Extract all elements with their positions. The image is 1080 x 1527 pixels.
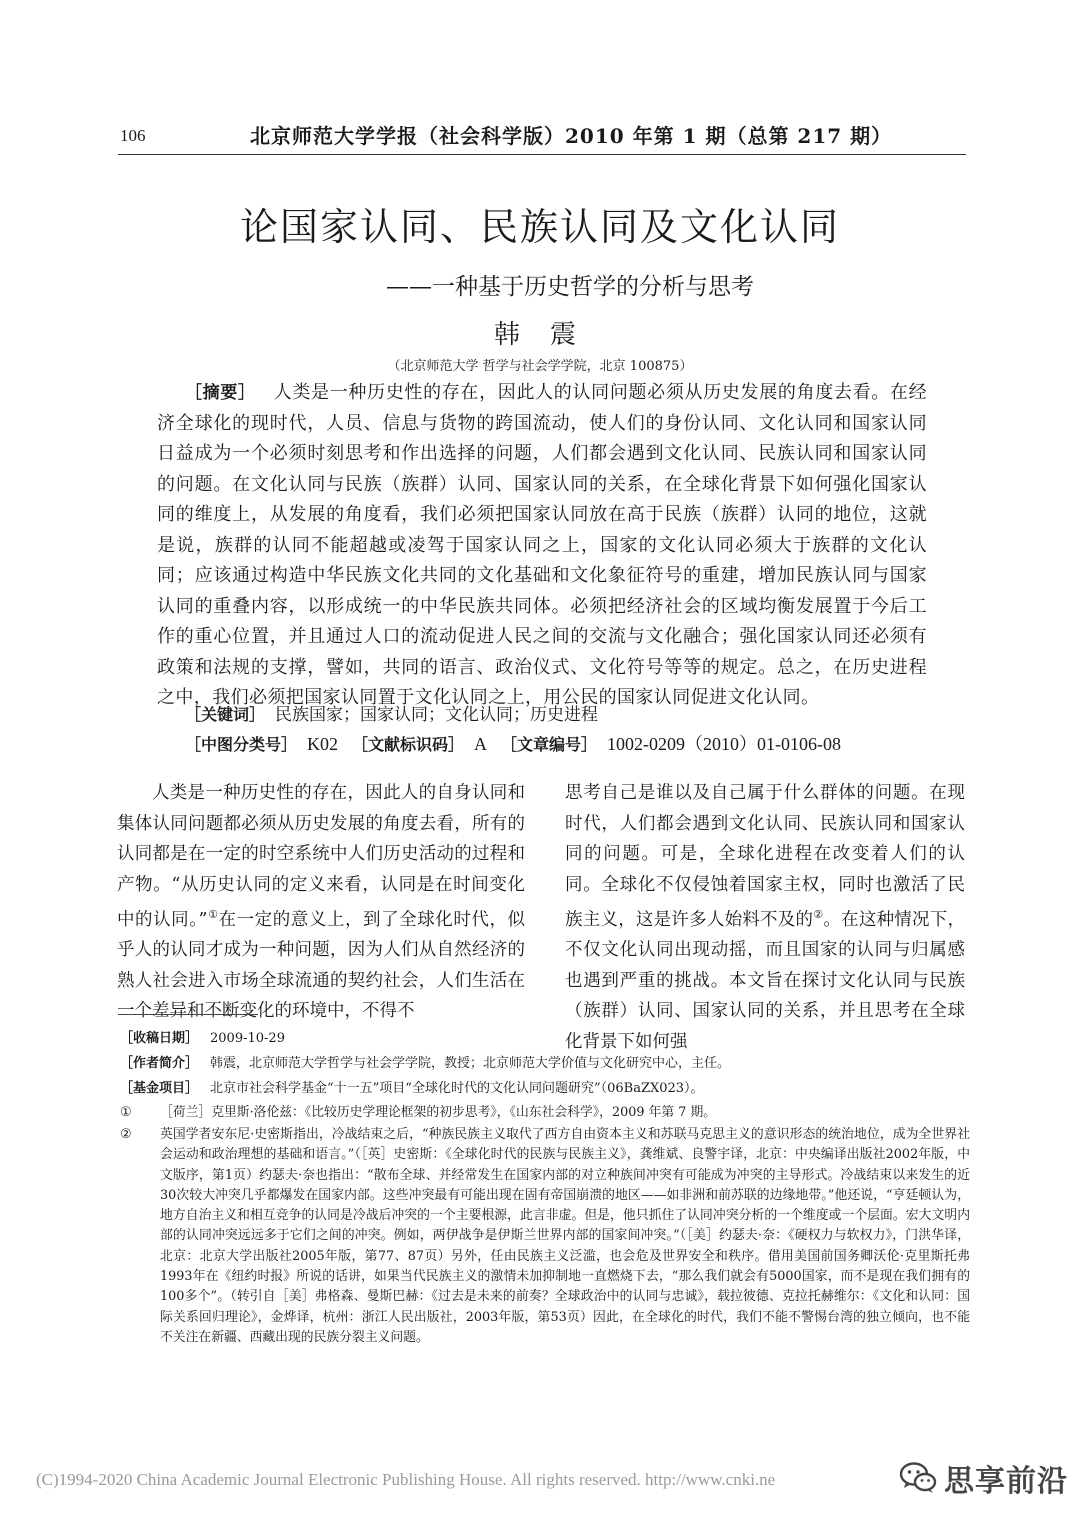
- article-subtitle: ——一种基于历史哲学的分析与思考: [386, 274, 754, 300]
- author-bio: [120, 1052, 730, 1071]
- fund-value: 北京市社会科学基金“十一五”项目“全球化时代的文化认同问题研究”（06BaZX023）。: [210, 1081, 704, 1096]
- clc-label: ［中图分类号］: [185, 735, 298, 754]
- author-bio-value: 韩震，北京师范大学哲学与社会学学院，教授；北京师范大学价值与文化研究中心，主任。: [210, 1056, 731, 1071]
- body-column-left: [117, 778, 525, 1027]
- body-left-text-2: 在一定的意义上，到了全球化时代，似乎人的认同才成为一种问题，因为人们从自然经济的熟人社会进入市场全球流通的契约社会，人们生活在一个差异和不断变化的环境中，不得不: [117, 909, 526, 1022]
- keywords-value: 民族国家；国家认同；文化认同；历史进程: [275, 705, 599, 725]
- footnote-ref-2[interactable]: ②: [813, 908, 824, 921]
- footnote-2: [120, 1125, 970, 1348]
- received-date: [120, 1027, 285, 1046]
- author-bio-label: ［作者简介］: [120, 1056, 199, 1071]
- body-column-right: [565, 778, 965, 1057]
- doc-code-value: A: [474, 734, 488, 754]
- abstract: [157, 378, 927, 714]
- article-no-value: 1002-0209（2010）01-0106-08: [607, 734, 842, 754]
- author-affiliation: （北京师范大学 哲学与社会学学院，北京 100875）: [387, 359, 693, 374]
- abstract-label: ［摘要］: [185, 383, 256, 403]
- body-left-text-1: 人类是一种历史性的存在，因此人的自身认同和集体认同问题都必须从历史发展的角度去看，所有的认同都是在一定的时空系统中人们历史活动的过程和产物。“从历史认同的定义来看，认同是在时间变化中的认同。”: [117, 783, 525, 930]
- body-right-text-2: 。在这种情况下，不仅文化认同出现动摇，而且国家的认同与归属感也遇到严重的挑战。本文旨在探讨文化认同与民族（族群）认同、国家认同的关系，并且思考在全球化背景下如何强: [565, 909, 966, 1052]
- clc-value: K02: [307, 734, 339, 754]
- watermark: [898, 1456, 1068, 1500]
- abstract-text: 人类是一种历史性的存在，因此人的认同问题必须从历史发展的角度去看。在经济全球化的现时代，人员、信息与货物的跨国流动，使人们的身份认同、文化认同和国家认同日益成为一个必须时刻思考和作出选择的问题，人们都会遇到文化认同、民族认同和国家认同的问题。在文化认同与民族（族群）认同、国家认同的关系，在全球化背景下如何强化国家认同的维度上，从发展的角度看，我们必须把国家认同放在高于民族（族群）认同的地位，这就是说，族群的认同不能超越或凌驾于国家认同之上，国家的文化认同必须大于族群的文化认同；应该通过构造中华民族文化共同的文化基础和文化象征符号的重建，增加民族认同与国家认同的重叠内容，以形成统一的中华民族共同体。必须把经济社会的区域均衡发展置于今后工作的重心位置，并且通过人口的流动促进人民之间的交流与文化融合；强化国家认同还必须有政策和法规的支撑，譬如，共同的语言、政治仪式、文化符号等等的规定。总之，在历史进程之中，我们必须把国家认同置于文化认同之上，用公民的国家认同促进文化认同。: [157, 382, 927, 708]
- article-title: 论国家认同、民族认同及文化认同: [239, 205, 840, 249]
- footnote-1-text: ［荷兰］克里斯·洛伦兹：《比较历史学理论框架的初步思考》，《山东社会科学》，2009 年第 7 期。: [160, 1105, 717, 1120]
- received-value: 2009-10-29: [210, 1031, 285, 1046]
- footnote-1: [120, 1103, 970, 1123]
- body-right-text-1: 思考自己是谁以及自己属于什么群体的问题。在现时代，人们都会遇到文化认同、民族认同和国家认同的问题。可是，全球化进程在改变着人们的认同。全球化不仅侵蚀着国家主权，同时也激活了民族主义，这是许多人始料不及的: [565, 783, 965, 930]
- footnote-rule: [118, 1014, 258, 1015]
- keywords: [185, 700, 598, 725]
- fund-label: ［基金项目］: [120, 1081, 199, 1096]
- fund-project: [120, 1077, 704, 1096]
- copyright-notice: (C)1994-2020 China Academic Journal Electronic Publishing House. All rights reserved. http://www.cnki.ne: [36, 1470, 776, 1489]
- page-number: 106: [120, 126, 146, 145]
- footnote-ref-1[interactable]: ①: [207, 908, 219, 921]
- received-label: ［收稿日期］: [120, 1031, 199, 1046]
- classification: [185, 730, 855, 756]
- author-name: 韩震: [493, 320, 606, 350]
- header-rule: [118, 154, 966, 155]
- keywords-label: ［关键词］: [185, 705, 266, 724]
- article-no-label: ［文章编号］: [501, 735, 598, 754]
- doc-code-label: ［文献标识码］: [352, 735, 465, 754]
- footnote-2-text: 英国学者安东尼·史密斯指出，冷战结束之后，“种族民族主义取代了西方自由资本主义和苏联马克思主义的意识形态的统治地位，成为全世界社会运动和政治理想的基础和语言。”（［英］史密斯：《全球化时代的民族与民族主义》，龚维斌、良警宇译，北京：中央编译出版社2002年版，中文版序，第1页）约瑟夫·奈也指出：“散布全球、并经常发生在国家内部的对立种族间冲突有可能成为冲突的主导形式。冷战结束以来发生的近30次较大冲突几乎都爆发在国家内部。这些冲突最有可能出现在固有帝国崩溃的地区——如非洲和前苏联的边缘地带。”他还说，“亨廷顿认为，地方自治主义和相互竞争的认同是冷战后冲突的一个主要根源，此言非虚。但是，他只抓住了认同冲突分析的一个维度或一个层面。宏大文明内部的认同冲突远远多于它们之间的冲突。例如，两伊战争是伊斯兰世界内部的国家间冲突。”（［美］约瑟夫·奈：《硬权力与软权力》，门洪华译，北京：北京大学出版社2005年版，第77、87页）另外，任由民族主义泛滥，也会危及世界安全和秩序。借用美国前国务卿沃伦·克里斯托弗1993年在《纽约时报》所说的话讲，如果当代民族主义的激情未加抑制地一直燃烧下去，“那么我们就会有5000国家，而不是现在我们拥有的100多个”。（转引自［美］弗格森、曼斯巴赫：《过去是未来的前奏？全球政治中的认同与忠诚》，载拉彼德、克拉托赫维尔：《文化和认同：国际关系回归理论》，金烨译，杭州：浙江人民出版社，2003年版，第53页）因此，在全球化的时代，我们不能不警惕台湾的独立倾向，也不能不关注在新疆、西藏出现的民族分裂主义问题。: [160, 1127, 970, 1345]
- footnote-1-number: ①: [120, 1105, 132, 1120]
- journal-header: 北京师范大学学报（社会科学版）2010 年第 1 期（总第 217 期）: [250, 124, 893, 148]
- watermark-text: 思享前沿: [944, 1464, 1068, 1499]
- footnote-2-number: ②: [120, 1127, 132, 1142]
- wechat-icon: [898, 1460, 938, 1496]
